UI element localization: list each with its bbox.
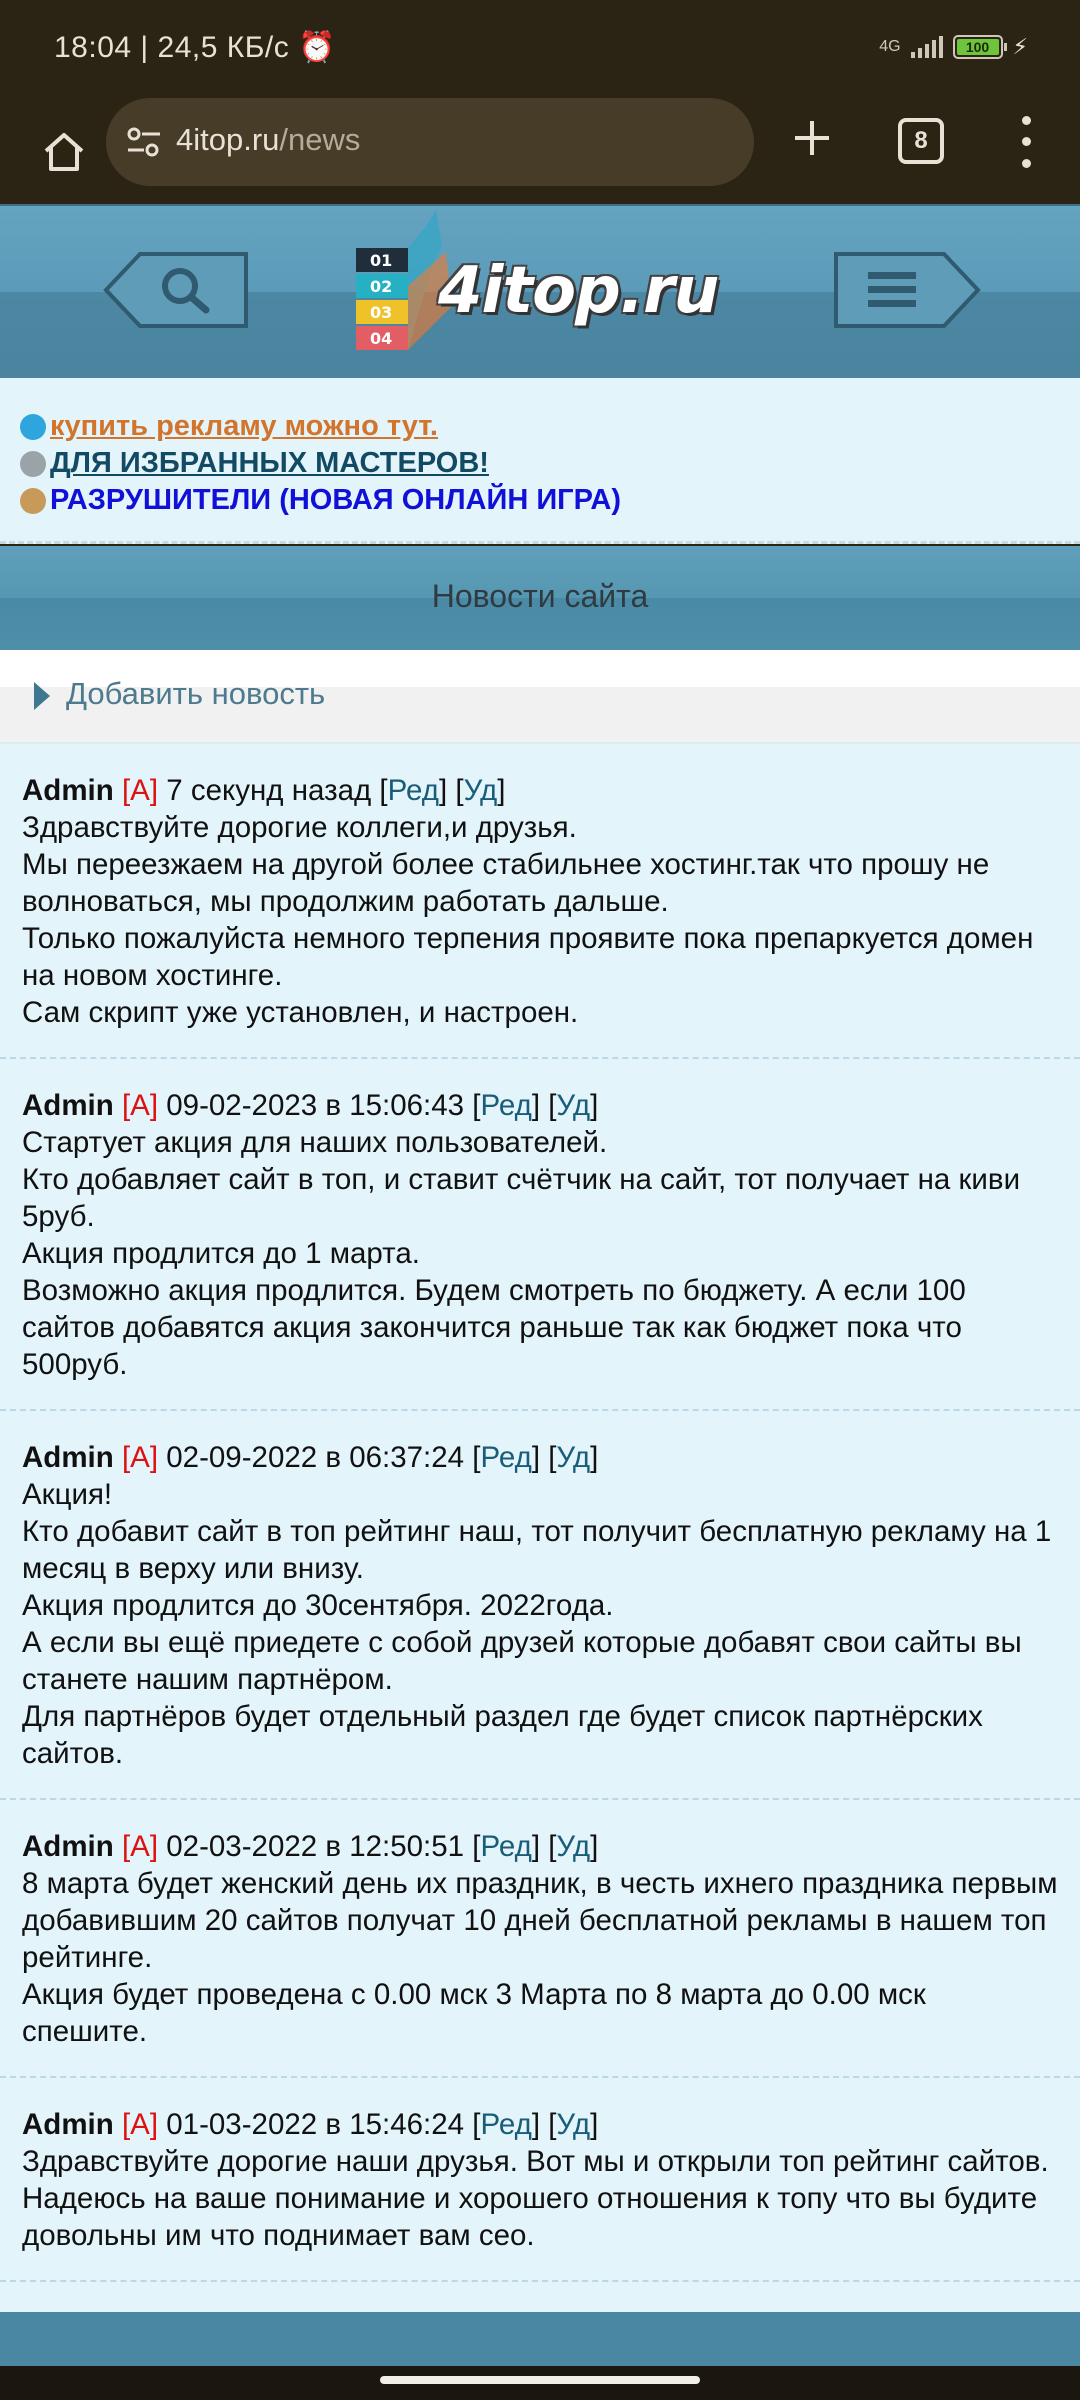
search-button[interactable] [102,250,252,330]
news-meta: Admin [A] 7 секунд назад [Ред] [Уд] [22,774,506,807]
admin-flag: [A] [121,1089,159,1122]
url-domain: 4itop.ru [176,122,280,157]
status-bar [0,0,1080,96]
edit-link[interactable]: Ред [480,1441,532,1474]
news-date: 01-03-2022 в 15:46:24 [166,2108,465,2141]
delete-link[interactable]: Уд [463,774,498,807]
url-path: /news [279,122,361,157]
delete-link[interactable]: Уд [556,1830,591,1863]
logo-text: 4itop.ru [438,254,719,328]
logo-step-1: 01 [370,251,393,270]
news-meta: Admin [A] 02-03-2022 в 12:50:51 [Ред] [Уд] [22,1830,599,1863]
news-item [0,744,1080,1059]
home-icon [42,130,86,174]
promo-links [0,378,1080,544]
admin-flag: [A] [121,774,159,807]
site-header [0,204,1080,378]
news-item [0,1800,1080,2078]
globe-icon [20,451,46,477]
game-icon [20,488,46,514]
tab-switcher-button[interactable]: 8 [898,118,944,164]
network-label: 4G [879,38,901,55]
telegram-icon [20,414,46,440]
news-author: Admin [22,1830,114,1863]
triangle-right-icon [34,682,50,710]
edit-link[interactable]: Ред [480,1089,532,1122]
logo-step-4: 04 [370,329,393,348]
news-author: Admin [22,1441,114,1474]
promo-line-masters [20,445,1080,482]
news-meta: Admin [A] 01-03-2022 в 15:46:24 [Ред] [Уд] [22,2108,599,2141]
more-dot [1022,137,1031,146]
site-settings-icon[interactable] [124,122,164,162]
site-logo[interactable] [350,206,730,376]
news-date: 02-09-2022 в 06:37:24 [166,1441,465,1474]
news-item [0,1059,1080,1411]
edit-link[interactable]: Ред [387,774,439,807]
address-bar[interactable] [106,98,754,186]
news-author: Admin [22,1089,114,1122]
status-icons [879,34,1028,60]
promo-line-ads [20,408,1080,445]
more-dot [1022,116,1031,125]
news-item [0,2078,1080,2282]
hamburger-icon [868,272,916,307]
game-link[interactable]: РАЗРУШИТЕЛИ (НОВАЯ ОНЛАЙН ИГРА) [50,484,622,516]
logo-step-2: 02 [370,277,393,296]
news-list [0,744,1080,2312]
admin-flag: [A] [121,2108,159,2141]
news-author: Admin [22,774,114,807]
news-text: Здравствуйте дорогие наши друзья. Вот мы и открыли топ рейтинг сайтов. Надеюсь на ваше понимание и хорошего отношения к топу что вы будите довольны им что поднимает вам сео. [22,2145,1049,2252]
home-button[interactable] [28,116,100,188]
alarm-icon: ⏰ [298,31,336,64]
more-menu-button[interactable] [1010,110,1042,174]
plus-icon [792,118,832,158]
promo-line-game [20,482,1080,519]
status-time-speed [54,30,336,65]
battery-level: 100 [957,39,999,55]
edit-link[interactable]: Ред [480,2108,532,2141]
news-date: 7 секунд назад [166,774,372,807]
admin-flag: [A] [121,1830,159,1863]
menu-button[interactable] [832,250,982,330]
logo-step-3: 03 [370,303,393,322]
signal-icon [911,36,943,58]
new-tab-button[interactable] [780,106,844,170]
gesture-handle[interactable] [380,2376,700,2384]
news-text: Здравствуйте дорогие коллеги,и друзья. Мы переезжаем на другой более стабильнее хостинг.так что прошу не волноваться, мы продолжим работать дальше. Только пожалуйста немного терпения проявите пока препаркуется домен на новом хостинге. Сам скрипт уже установлен, и настроен. [22,811,1034,1029]
delete-link[interactable]: Уд [556,2108,591,2141]
admin-flag: [A] [121,1441,159,1474]
add-news-label: Добавить новость [66,676,326,711]
add-news-button[interactable] [0,650,1080,744]
news-date: 09-02-2023 в 15:06:43 [166,1089,465,1122]
charging-icon: ⚡ [1012,34,1028,59]
buy-ads-link[interactable]: купить рекламу можно тут. [50,410,438,442]
news-text: 8 марта будет женский день их праздник, в честь ихнего праздника первым добавившим 20 сайтов получат 10 дней бесплатной рекламы в нашем топ рейтинге. Акция будет проведена с 0.00 мск 3 Марта по 8 марта до 0.00 мск спешите. [22,1867,1058,2048]
news-meta: Admin [A] 02-09-2022 в 06:37:24 [Ред] [Уд] [22,1441,599,1474]
browser-toolbar [0,96,1080,204]
more-dot [1022,159,1031,168]
news-meta: Admin [A] 09-02-2023 в 15:06:43 [Ред] [Уд] [22,1089,599,1122]
news-item [0,1411,1080,1800]
news-text: Акция! Кто добавит сайт в топ рейтинг наш, тот получит бесплатную рекламу на 1 месяц в верху или внизу. Акция продлится до 30сентября. 2022года. А если вы ещё приедете с собой друзей которые добавят свои сайты вы станете нашим партнёром. Для партнёров будет отдельный раздел где будет список партнёрских сайтов. [22,1478,1052,1770]
status-time-speed-text: 18:04 | 24,5 КБ/с [54,31,290,64]
news-author: Admin [22,2108,114,2141]
battery-icon [953,35,1003,59]
site-footer-bar [0,2312,1080,2366]
edit-link[interactable]: Ред [480,1830,532,1863]
system-navigation-bar [0,2366,1080,2400]
delete-link[interactable]: Уд [556,1089,591,1122]
news-text: Стартует акция для наших пользователей. Кто добавляет сайт в топ, и ставит счётчик на сайт, тот получает на киви 5руб. Акция продлится до 1 марта. Возможно акция продлится. Будем смотреть по бюджету. А если 100 сайтов добавятся акция закончится раньше так как бюджет пока что 500руб. [22,1126,1021,1381]
page-title: Новости сайта [0,546,1080,650]
delete-link[interactable]: Уд [556,1441,591,1474]
masters-link[interactable]: ДЛЯ ИЗБРАННЫХ МАСТЕРОВ! [50,447,489,479]
news-date: 02-03-2022 в 12:50:51 [166,1830,465,1863]
url-text[interactable] [176,122,360,158]
